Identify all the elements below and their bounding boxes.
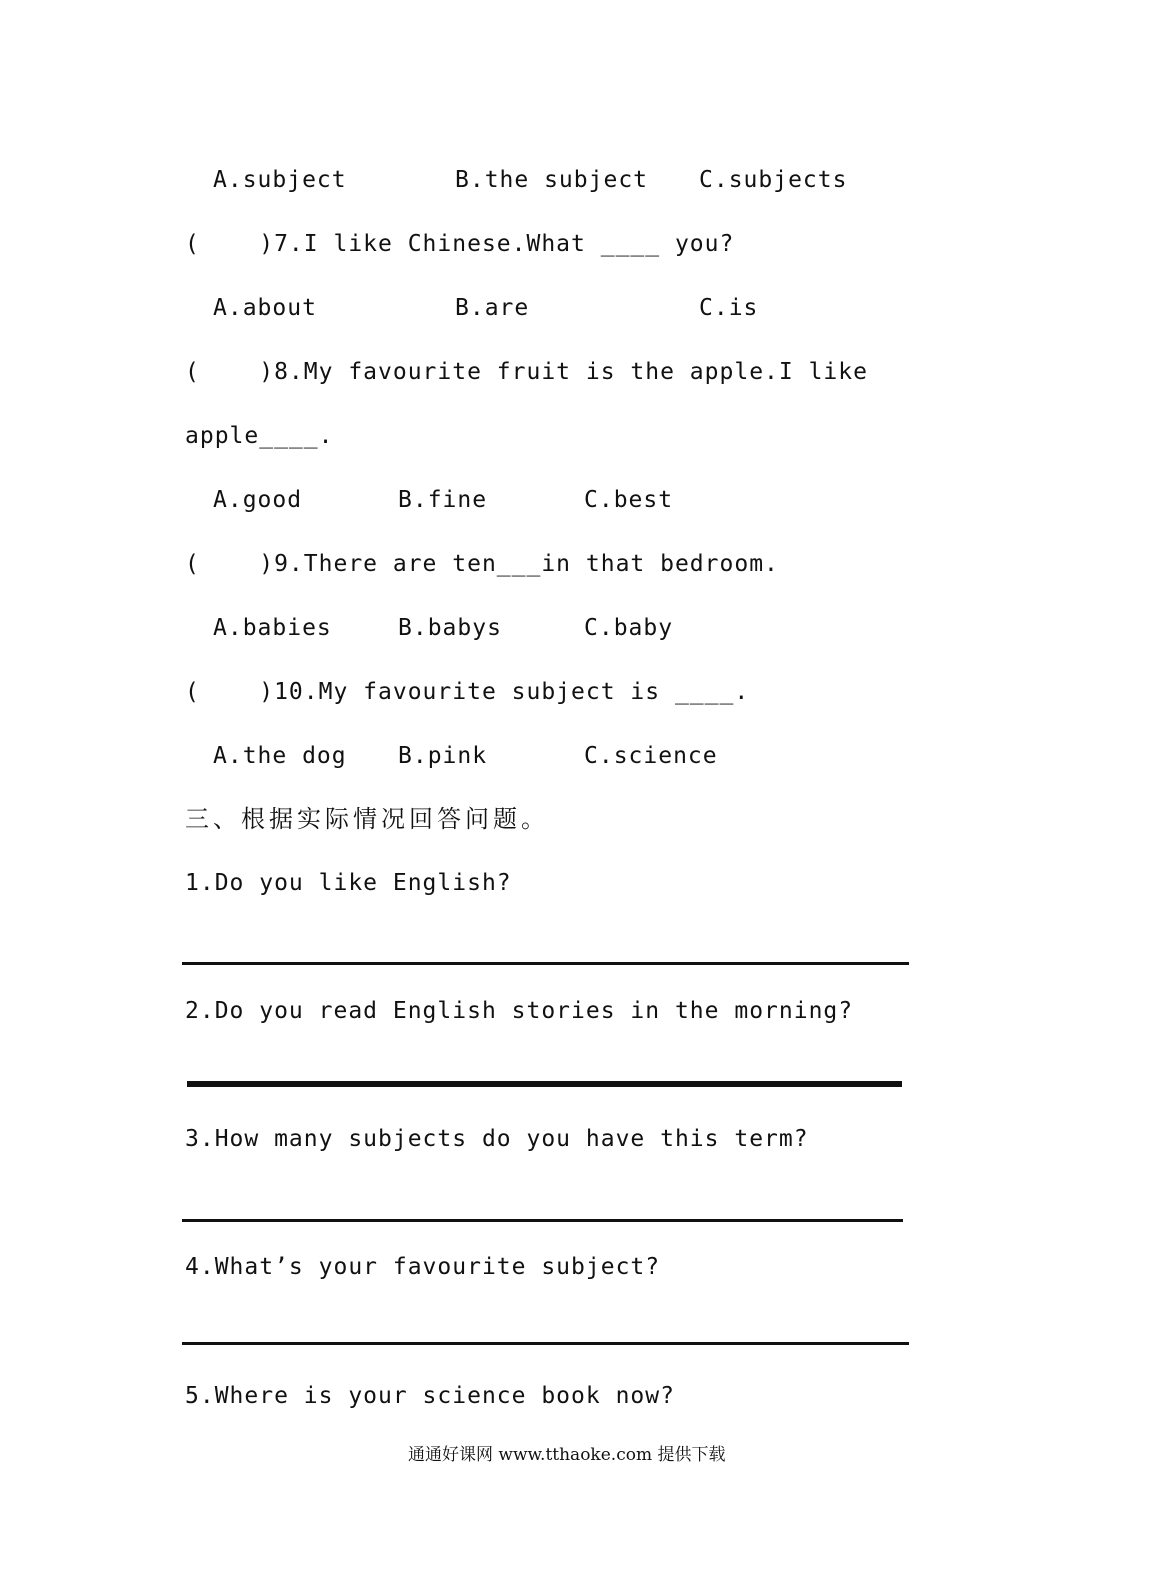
q9-option-b: B.babys — [398, 615, 502, 641]
q9-option-c: C.baby — [584, 615, 674, 641]
q7-option-b: B.are — [455, 295, 530, 321]
q8-option-c: C.best — [584, 487, 674, 513]
answer-question-2: 2.Do you read English stories in the morning? — [185, 998, 854, 1024]
q8-option-a: A.good — [213, 487, 303, 513]
answer-question-3: 3.How many subjects do you have this term? — [185, 1126, 809, 1152]
q10-option-c: C.science — [584, 743, 718, 769]
q6-option-c: C.subjects — [699, 167, 848, 193]
q9-stem: ( )9.There are ten___in that bedroom. — [185, 551, 779, 577]
answer-line-2[interactable] — [187, 1081, 902, 1087]
answer-line-1[interactable] — [182, 962, 909, 965]
q10-stem: ( )10.My favourite subject is ____. — [185, 679, 750, 705]
q8-stem: ( )8.My favourite fruit is the apple.I like — [185, 359, 868, 385]
q7-option-a: A.about — [213, 295, 317, 321]
q8-option-b: B.fine — [398, 487, 488, 513]
q10-option-b: B.pink — [398, 743, 488, 769]
q6-option-a: A.subject — [213, 167, 347, 193]
answer-question-5: 5.Where is your science book now? — [185, 1383, 675, 1409]
q9-option-a: A.babies — [213, 615, 332, 641]
footer-credit: 通通好课网 www.tthaoke.com 提供下载 — [408, 1445, 726, 1465]
answer-line-4[interactable] — [182, 1342, 909, 1345]
q7-stem: ( )7.I like Chinese.What ____ you? — [185, 231, 735, 257]
section-3-title: 三、根据实际情况回答问题。 — [185, 805, 549, 833]
q8-stem-continued: apple____. — [185, 423, 334, 449]
q6-option-b: B.the subject — [455, 167, 649, 193]
answer-question-4: 4.What’s your favourite subject? — [185, 1254, 661, 1280]
answer-line-3[interactable] — [182, 1219, 903, 1222]
answer-question-1: 1.Do you like English? — [185, 870, 512, 896]
q10-option-a: A.the dog — [213, 743, 347, 769]
q7-option-c: C.is — [699, 295, 759, 321]
